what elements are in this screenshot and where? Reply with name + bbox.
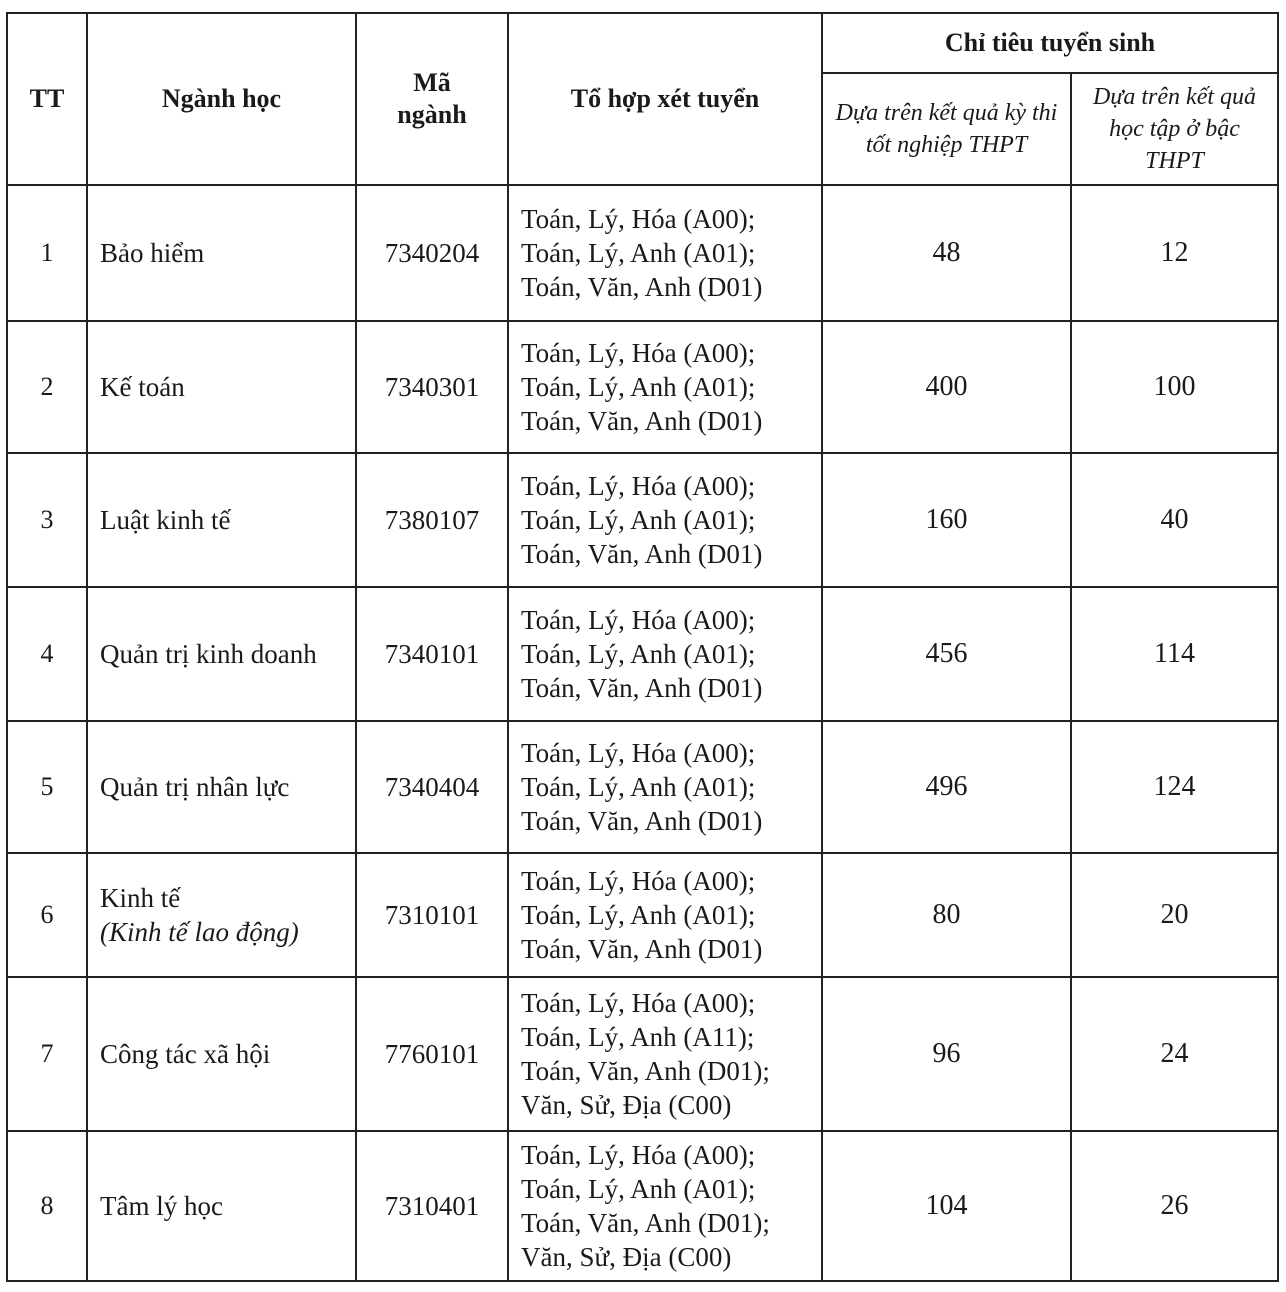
combination-cell xyxy=(508,321,822,453)
major-code: 7380107 xyxy=(356,453,508,587)
table-row xyxy=(7,721,1278,853)
quota-exam-value: 48 xyxy=(822,185,1071,321)
combination-line: Toán, Lý, Hóa (A00); xyxy=(521,1140,756,1170)
combination-line: Toán, Văn, Anh (D01) xyxy=(521,806,763,836)
header-quota-exam: Dựa trên kết quả kỳ thi tốt nghiệp THPT xyxy=(822,73,1071,185)
major-name-cell xyxy=(87,1131,356,1281)
quota-exam-value: 496 xyxy=(822,721,1071,853)
major-name-cell xyxy=(87,321,356,453)
quota-record-value: 24 xyxy=(1071,977,1278,1131)
combination-cell xyxy=(508,853,822,977)
row-number: 1 xyxy=(7,185,87,321)
combination-line: Toán, Văn, Anh (D01) xyxy=(521,673,763,703)
combination-cell xyxy=(508,721,822,853)
combination-line: Toán, Lý, Hóa (A00); xyxy=(521,866,756,896)
table-row xyxy=(7,587,1278,721)
major-name: Kế toán xyxy=(100,372,185,402)
admission-quota-table xyxy=(6,12,1279,1282)
major-name: Quản trị kinh doanh xyxy=(100,639,317,669)
major-name-cell xyxy=(87,453,356,587)
major-name: Công tác xã hội xyxy=(100,1039,271,1069)
quota-record-value: 12 xyxy=(1071,185,1278,321)
quota-record-value: 114 xyxy=(1071,587,1278,721)
major-code: 7340301 xyxy=(356,321,508,453)
quota-exam-value: 160 xyxy=(822,453,1071,587)
major-code: 7760101 xyxy=(356,977,508,1131)
major-name: Kinh tế xyxy=(100,883,181,913)
header-quota: Chỉ tiêu tuyển sinh xyxy=(822,13,1278,73)
row-number: 3 xyxy=(7,453,87,587)
major-name-cell xyxy=(87,977,356,1131)
combination-cell xyxy=(508,185,822,321)
major-name-cell xyxy=(87,853,356,977)
combination-cell xyxy=(508,453,822,587)
header-major: Ngành học xyxy=(87,13,356,185)
major-code: 7310401 xyxy=(356,1131,508,1281)
row-number: 8 xyxy=(7,1131,87,1281)
header-combination: Tổ hợp xét tuyển xyxy=(508,13,822,185)
quota-exam-value: 80 xyxy=(822,853,1071,977)
quota-record-value: 40 xyxy=(1071,453,1278,587)
major-name-cell xyxy=(87,185,356,321)
major-code: 7340204 xyxy=(356,185,508,321)
table-row xyxy=(7,1131,1278,1281)
combination-line: Toán, Lý, Anh (A11); xyxy=(521,1022,755,1052)
combination-line: Toán, Lý, Hóa (A00); xyxy=(521,338,756,368)
table-row xyxy=(7,453,1278,587)
quota-record-value: 124 xyxy=(1071,721,1278,853)
row-number: 5 xyxy=(7,721,87,853)
major-name: Tâm lý học xyxy=(100,1191,223,1221)
quota-record-value: 26 xyxy=(1071,1131,1278,1281)
major-name-cell xyxy=(87,587,356,721)
major-code: 7310101 xyxy=(356,853,508,977)
combination-line: Toán, Lý, Anh (A01); xyxy=(521,505,756,535)
major-name: Quản trị nhân lực xyxy=(100,772,290,802)
quota-record-value: 20 xyxy=(1071,853,1278,977)
combination-line: Toán, Lý, Anh (A01); xyxy=(521,772,756,802)
combination-line: Toán, Lý, Anh (A01); xyxy=(521,372,756,402)
table-body xyxy=(7,185,1278,1281)
combination-line: Toán, Lý, Hóa (A00); xyxy=(521,204,756,234)
combination-cell xyxy=(508,587,822,721)
header-quota-record: Dựa trên kết quả học tập ở bậc THPT xyxy=(1071,73,1278,185)
table-row xyxy=(7,185,1278,321)
combination-line: Toán, Lý, Hóa (A00); xyxy=(521,988,756,1018)
combination-line: Văn, Sử, Địa (C00) xyxy=(521,1090,732,1120)
header-tt: TT xyxy=(7,13,87,185)
table-row xyxy=(7,977,1278,1131)
combination-cell xyxy=(508,1131,822,1281)
combination-line: Toán, Văn, Anh (D01) xyxy=(521,272,763,302)
quota-exam-value: 400 xyxy=(822,321,1071,453)
combination-line: Toán, Lý, Hóa (A00); xyxy=(521,471,756,501)
row-number: 4 xyxy=(7,587,87,721)
row-number: 6 xyxy=(7,853,87,977)
combination-cell xyxy=(508,977,822,1131)
combination-line: Toán, Lý, Hóa (A00); xyxy=(521,738,756,768)
major-name: Luật kinh tế xyxy=(100,505,231,535)
combination-line: Toán, Lý, Anh (A01); xyxy=(521,639,756,669)
quota-exam-value: 96 xyxy=(822,977,1071,1131)
header-code: Mã ngành xyxy=(356,13,508,185)
major-specialization: (Kinh tế lao động) xyxy=(100,917,299,947)
combination-line: Toán, Lý, Anh (A01); xyxy=(521,900,756,930)
major-code: 7340101 xyxy=(356,587,508,721)
row-number: 2 xyxy=(7,321,87,453)
quota-exam-value: 456 xyxy=(822,587,1071,721)
table-row xyxy=(7,321,1278,453)
combination-line: Toán, Văn, Anh (D01); xyxy=(521,1056,770,1086)
combination-line: Toán, Lý, Hóa (A00); xyxy=(521,605,756,635)
major-code: 7340404 xyxy=(356,721,508,853)
combination-line: Văn, Sử, Địa (C00) xyxy=(521,1242,732,1272)
combination-line: Toán, Lý, Anh (A01); xyxy=(521,238,756,268)
table-row xyxy=(7,853,1278,977)
quota-exam-value: 104 xyxy=(822,1131,1071,1281)
combination-line: Toán, Văn, Anh (D01) xyxy=(521,406,763,436)
quota-record-value: 100 xyxy=(1071,321,1278,453)
combination-line: Toán, Văn, Anh (D01); xyxy=(521,1208,770,1238)
combination-line: Toán, Văn, Anh (D01) xyxy=(521,539,763,569)
row-number: 7 xyxy=(7,977,87,1131)
major-name-cell xyxy=(87,721,356,853)
major-name: Bảo hiểm xyxy=(100,238,205,268)
combination-line: Toán, Lý, Anh (A01); xyxy=(521,1174,756,1204)
combination-line: Toán, Văn, Anh (D01) xyxy=(521,934,763,964)
